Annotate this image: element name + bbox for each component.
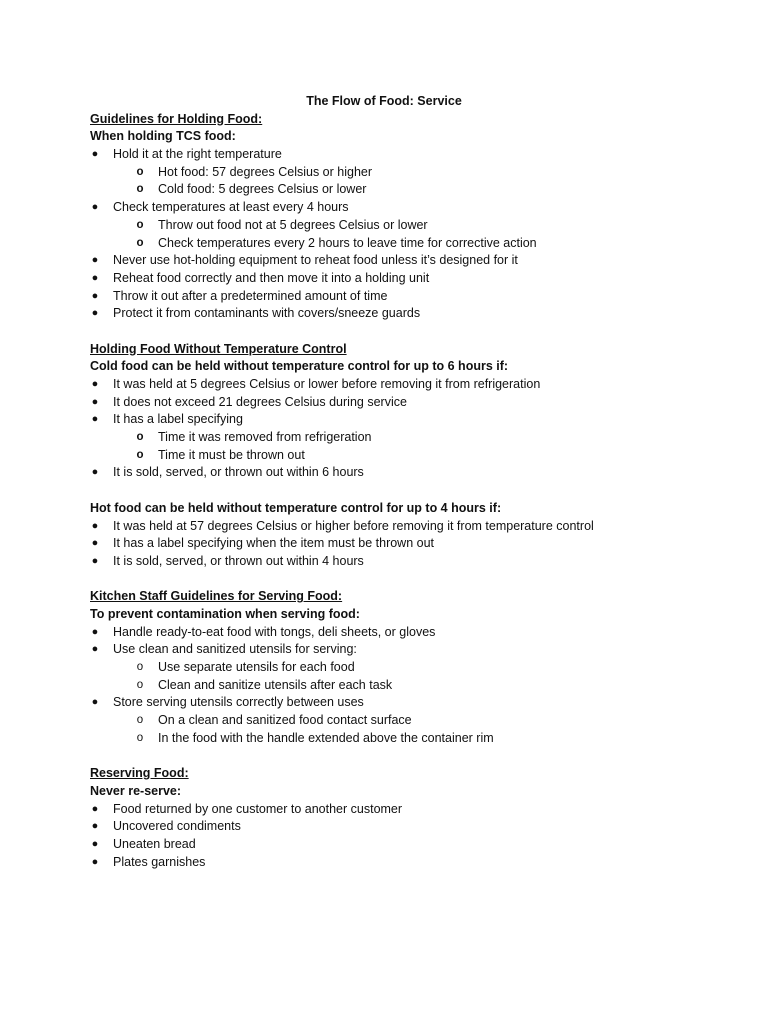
list-item: o Cold food: 5 degrees Celsius or lower [90,181,710,199]
bullet-icon: ● [91,837,99,850]
sub-bullet-icon: o [136,236,144,249]
hot-intro: Hot food can be held without temperature control for up to 4 hours if: [90,500,502,515]
bullet-icon: ● [91,820,99,833]
bullet-icon: ● [91,802,99,815]
bullet-icon: ● [91,537,99,550]
list-item: o Clean and sanitize utensils after each task [90,677,710,695]
list-item: ● It was held at 57 degrees Celsius or higher before removing it from temperature control [90,518,710,536]
document-title: The Flow of Food: Service [306,94,462,108]
bullet-icon: ● [91,554,99,567]
list-item: ● Never use hot-holding equipment to reheat food unless it’s designed for it [90,252,710,270]
reserving-heading: Reserving Food: [90,766,189,781]
bullet-icon: ● [91,271,99,284]
list-item: ● Use clean and sanitized utensils for serving: [90,641,710,659]
list-item: ● Handle ready-to-eat food with tongs, deli sheets, or gloves [90,624,710,642]
list-item: ● Uneaten bread [90,836,710,854]
spacer [90,482,710,500]
list-item: ● It is sold, served, or thrown out within 4 hours [90,553,710,571]
without-control-heading: Holding Food Without Temperature Control [90,341,347,356]
list-item: ● It was held at 5 degrees Celsius or lower before removing it from refrigeration [90,376,710,394]
bullet-icon: ● [91,307,99,320]
sub-bullet-icon: o [136,714,144,727]
list-item: o On a clean and sanitized food contact surface [90,712,710,730]
spacer [90,571,710,589]
list-item: o Check temperatures every 2 hours to leave time for corrective action [90,235,710,253]
list-item: ● Hold it at the right temperature [90,146,710,164]
list-item: ● Plates garnishes [90,854,710,872]
sub-bullet-icon: o [136,448,144,461]
sub-bullet-icon: o [136,661,144,673]
list-item: ● Check temperatures at least every 4 hours [90,199,710,217]
list-item: o Use separate utensils for each food [90,659,710,677]
list-item: ● It has a label specifying [90,411,710,429]
document-page [90,93,710,871]
holding-heading: Guidelines for Holding Food: [90,111,263,126]
sub-bullet-icon: o [136,218,144,231]
list-item: ● It is sold, served, or thrown out within 6 hours [90,464,710,482]
bullet-icon: ● [91,148,99,161]
list-item: o Hot food: 57 degrees Celsius or higher [90,164,710,182]
list-item: ● Uncovered condiments [90,818,710,836]
bullet-icon: ● [91,466,99,479]
sub-bullet-icon: o [136,678,144,691]
holding-intro: When holding TCS food: [90,129,236,144]
serving-heading: Kitchen Staff Guidelines for Serving Food: [90,589,343,604]
bullet-icon: ● [91,378,99,390]
bullet-icon: ● [91,201,99,214]
bullet-icon: ● [91,413,99,426]
bullet-icon: ● [91,254,99,267]
spacer [90,323,710,341]
list-item: ● Reheat food correctly and then move it into a holding unit [90,270,710,288]
sub-bullet-icon: o [136,731,144,744]
bullet-icon: ● [91,696,99,709]
list-item: o Time it was removed from refrigeration [90,429,710,447]
sub-bullet-icon: o [136,183,144,196]
list-item: ● It does not exceed 21 degrees Celsius during service [90,394,710,412]
spacer [90,747,710,765]
reserving-intro: Never re-serve: [90,783,182,798]
list-item: o In the food with the handle extended above the container rim [90,730,710,748]
sub-bullet-icon: o [136,431,144,444]
cold-intro: Cold food can be held without temperature control for up to 6 hours if: [90,359,509,374]
bullet-icon: ● [91,855,99,868]
bullet-icon: ● [91,625,99,638]
list-item: ● Protect it from contaminants with covers/sneeze guards [90,305,710,323]
list-item: ● Store serving utensils correctly between uses [90,694,710,712]
list-item: ● Throw it out after a predetermined amount of time [90,288,710,306]
bullet-icon: ● [91,643,99,656]
sub-bullet-icon: o [136,165,144,178]
list-item: ● Food returned by one customer to another customer [90,801,710,819]
bullet-icon: ● [91,519,99,532]
list-item: ● It has a label specifying when the item must be thrown out [90,535,710,553]
bullet-icon: ● [91,289,99,302]
list-item: o Time it must be thrown out [90,447,710,465]
serving-intro: To prevent contamination when serving food: [90,606,360,621]
list-item: o Throw out food not at 5 degrees Celsius or lower [90,217,710,235]
bullet-icon: ● [91,395,99,408]
